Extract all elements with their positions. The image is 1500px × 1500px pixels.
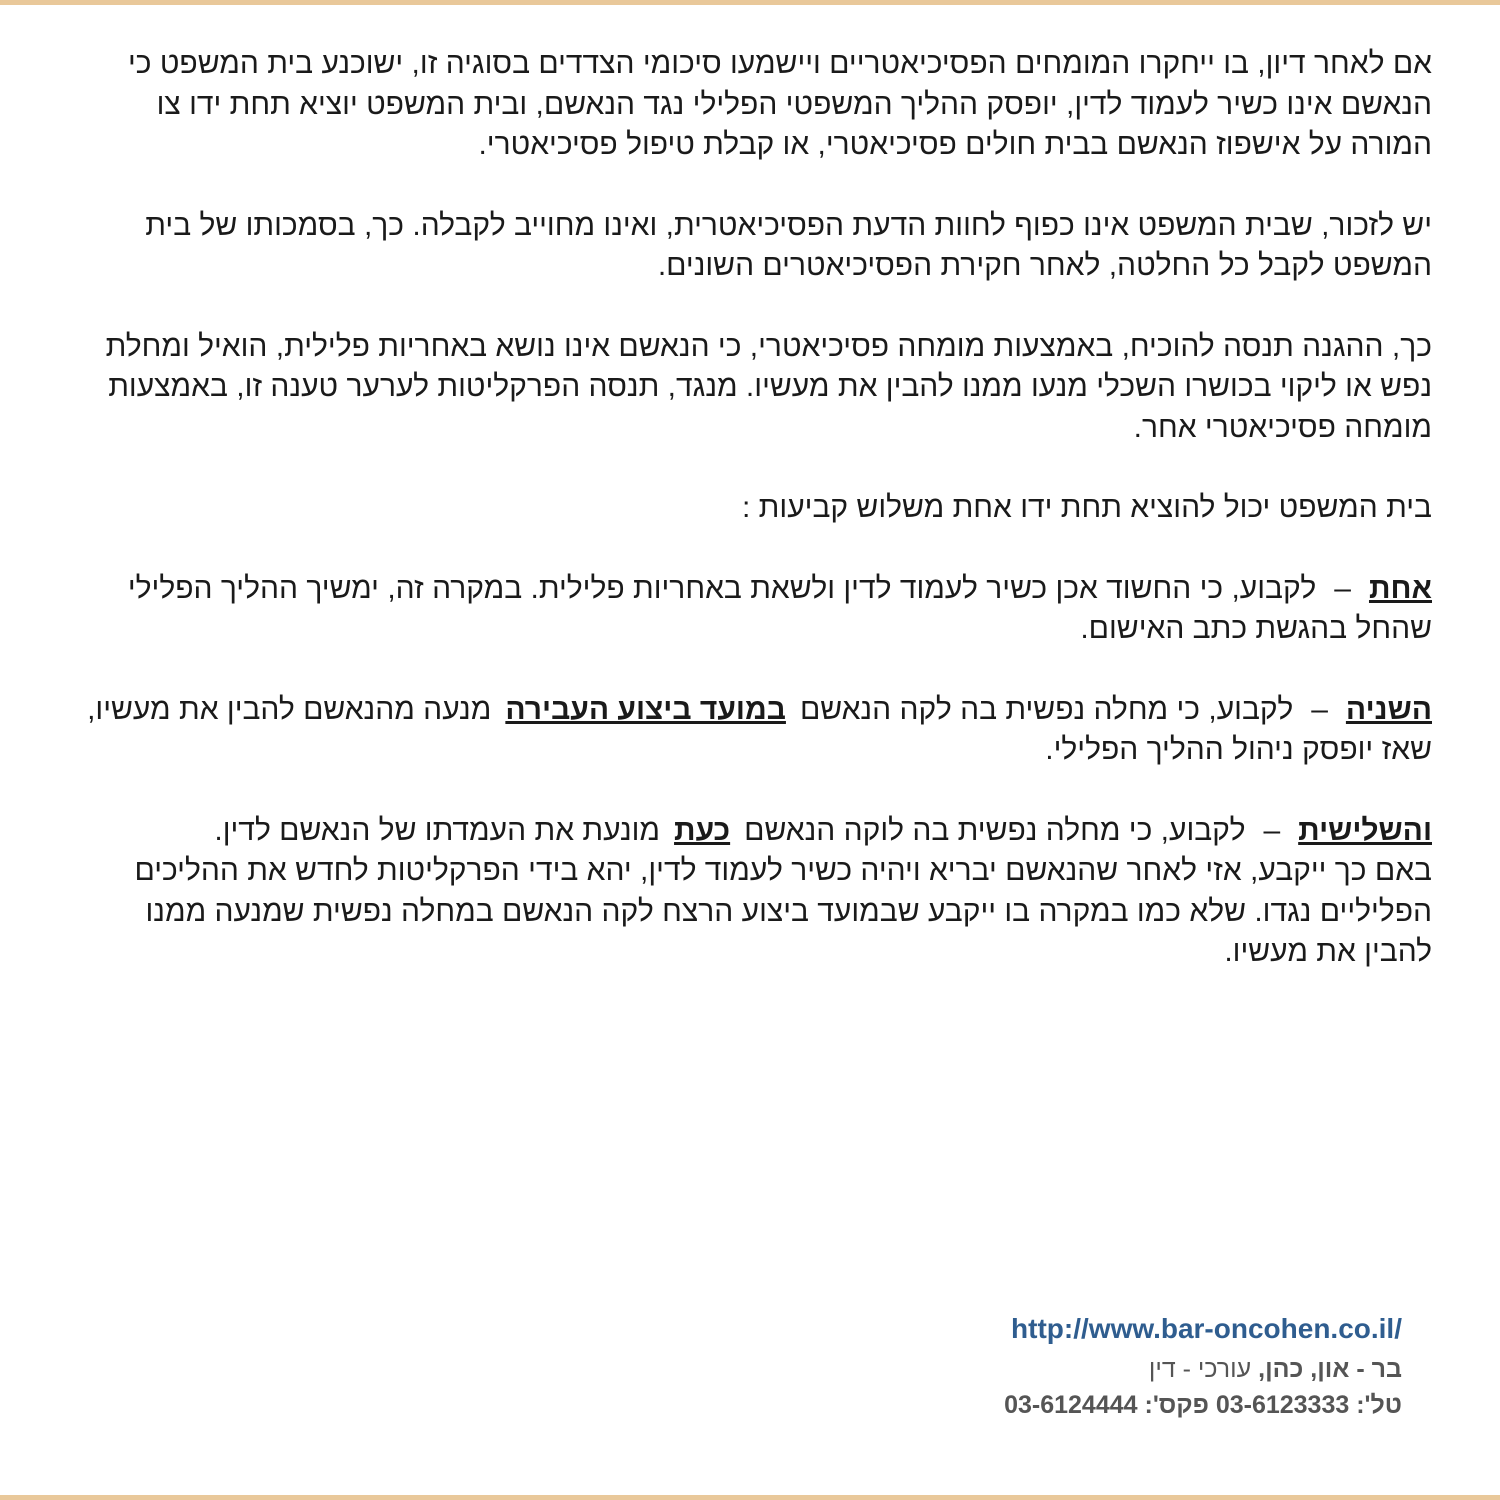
website-link[interactable]: http://www.bar-oncohen.co.il/: [1011, 1313, 1402, 1344]
ruling-third: [72, 811, 1432, 852]
paragraph-defense-prosecution: כך, ההגנה תנסה להוכיח, באמצעות מומחה פסיכיאטרי, כי הנאשם אינו נושא באחריות פלילית, הואיל ומחלת נפש או ליקוי בכושרו השכלי מנעו ממנו להבין את מעשיו. מנגד, תנסה הפרקליטות לערער טענה זו, באמצעות מומחה פסיכיאטרי אחר.: [105, 329, 1432, 444]
ruling-third-followup: באם כך ייקבע, אזי לאחר שהנאשם יבריא ויהיה כשיר לעמוד לדין, יהא בידי הפרקליטות לחדש את ההליכים הפליליים נגדו. שלא כמו במקרה בו ייקבע שבמועד ביצוע הרצח לקה הנאשם במחלה נפשית שמנעה ממנו להבין את מעשיו.: [134, 854, 1432, 968]
firm-line: [802, 1352, 1402, 1386]
ruling-first-label: אחת: [1368, 571, 1432, 605]
firm-name: בר - און, כהן,: [1258, 1355, 1402, 1383]
page-border-top: [0, 0, 1500, 5]
ruling-second-text-after: מנעה מהנאשם להבין את מעשיו, שאז יופסק ניהול ההליך הפלילי.: [87, 692, 1432, 766]
ruling-first: [72, 569, 1432, 650]
phone-fax-line: טל': 03-6123333 פקס': 03-6124444: [1004, 1391, 1402, 1419]
ruling-second-label: השניה: [1345, 692, 1432, 726]
firm-description: עורכי - דין: [1148, 1355, 1252, 1383]
document-body: [72, 44, 1432, 1013]
ruling-second-text-before: לקבוע, כי מחלה נפשית בה לקה הנאשם: [799, 692, 1294, 726]
ruling-second: [72, 690, 1432, 771]
page-border-bottom: [0, 1495, 1500, 1500]
ruling-first-dash: –: [1334, 571, 1351, 605]
ruling-second-dash: –: [1311, 692, 1328, 726]
paragraph-court-discretion: יש לזכור, שבית המשפט אינו כפוף לחוות הדעת הפסיכיאטרית, ואינו מחוייב לקבלה. כך, בסמכותו של בית המשפט לקבל כל החלטה, לאחר חקירת הפסיכיאטרים השונים.: [145, 208, 1432, 282]
contact-footer: [802, 1310, 1402, 1422]
ruling-third-emphasis: כעת: [674, 813, 731, 847]
ruling-third-label: והשלישית: [1298, 813, 1432, 847]
ruling-third-dash: –: [1263, 813, 1281, 847]
paragraph-hearing: אם לאחר דיון, בו ייחקרו המומחים הפסיכיאטריים ויישמעו סיכומי הצדדים בסוגיה זו, ישוכנע בית המשפט כי הנאשם אינו כשיר לעמוד לדין, יופסק ההליך המשפטי הפלילי נגד הנאשם, ובית המשפט יוציא תחת ידו צו המורה על אישפוז הנאשם בבית חולים פסיכיאטרי, או קבלת טיפול פסיכיאטרי.: [127, 47, 1432, 161]
ruling-third-text-before: לקבוע, כי מחלה נפשית בה לוקה הנאשם: [744, 813, 1246, 847]
paragraph-three-rulings-intro: בית המשפט יכול להוציא תחת ידו אחת משלוש קביעות :: [742, 491, 1432, 524]
ruling-first-text: לקבוע, כי החשוד אכן כשיר לעמוד לדין ולשאת באחריות פלילית. במקרה זה, ימשיך ההליך הפלילי שהחל בהגשת כתב האישום.: [127, 571, 1432, 645]
ruling-second-emphasis: במועד ביצוע העבירה: [505, 692, 786, 726]
ruling-third-text-after: מונעת את העמדתו של הנאשם לדין.: [214, 813, 661, 847]
